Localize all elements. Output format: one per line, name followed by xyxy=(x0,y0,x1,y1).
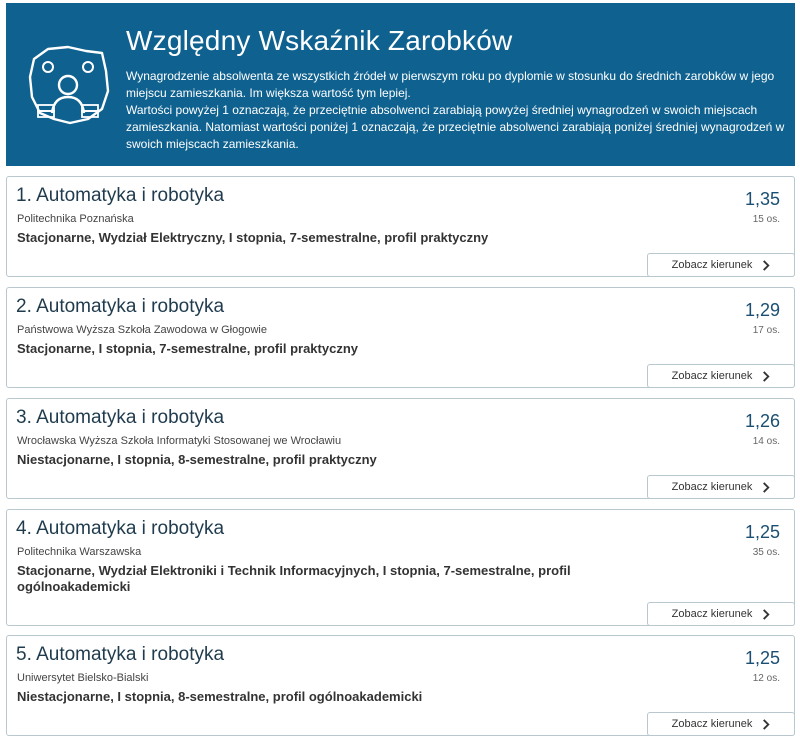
view-program-label: Zobacz kierunek xyxy=(671,370,753,382)
description-paragraph-2: Wartości powyżej 1 oznaczają, że przeciętnie absolwenci zarabiają powyżej średniej wynagrodzeń w swoich miejscach zamieszkania. Natomiast wartości poniżej 1 oznaczają, że przeciętnie absolwenci zarabiają poniżej średniej wynagrodzeń w swoich miejscach zamieszkania. xyxy=(126,103,785,151)
graduates-count: 15 os. xyxy=(752,214,780,225)
university-name: Uniwersytet Bielsko-Bialski xyxy=(17,672,149,684)
university-name: Wrocławska Wyższa Szkoła Informatyki Stosowanej we Wrocławiu xyxy=(17,435,342,447)
view-program-button[interactable] xyxy=(647,712,795,736)
wage-index-value: 1,35 xyxy=(744,189,780,209)
chevron-right-icon xyxy=(762,719,770,730)
university-name: Politechnika Warszawska xyxy=(17,546,142,558)
program-name: 1. Automatyka i robotyka xyxy=(16,185,225,206)
description-paragraph-1: Wynagrodzenie absolwenta ze wszystkich źródeł w pierwszym roku po dyplomie w stosunku do średnich zarobków w jego miejscu zamieszkania. Im większa wartość tym lepiej. xyxy=(126,69,775,100)
wage-index-value: 1,25 xyxy=(744,522,780,542)
university-name: Państwowa Wyższa Szkoła Zawodowa w Głogowie xyxy=(17,324,267,336)
view-program-label: Zobacz kierunek xyxy=(671,718,753,730)
ranking-card-5 xyxy=(6,635,795,736)
chevron-right-icon xyxy=(762,609,770,620)
wage-index-value: 1,26 xyxy=(744,411,780,431)
poland-map-graduates-icon xyxy=(26,41,110,129)
page-title: Względny Wskaźnik Zarobków xyxy=(126,25,513,56)
wage-index-value: 1,25 xyxy=(744,648,780,668)
program-name: 5. Automatyka i robotyka xyxy=(16,644,225,665)
chevron-right-icon xyxy=(762,260,770,271)
view-program-label: Zobacz kierunek xyxy=(671,608,753,620)
view-program-button[interactable] xyxy=(647,475,795,499)
graduates-count: 14 os. xyxy=(752,436,780,447)
program-name: 2. Automatyka i robotyka xyxy=(16,296,225,317)
view-program-button[interactable] xyxy=(647,602,795,626)
chevron-right-icon xyxy=(762,482,770,493)
chevron-right-icon xyxy=(762,371,770,382)
wage-index-value: 1,29 xyxy=(744,300,780,320)
university-name: Politechnika Poznańska xyxy=(17,213,134,225)
ranking-card-3 xyxy=(6,398,795,499)
header-description xyxy=(126,68,786,153)
program-name: 3. Automatyka i robotyka xyxy=(16,407,225,428)
program-details: Stacjonarne, I stopnia, 7-semestralne, profil praktyczny xyxy=(17,341,358,356)
ranking-card-1 xyxy=(6,176,795,277)
view-program-label: Zobacz kierunek xyxy=(671,259,753,271)
graduates-count: 12 os. xyxy=(752,673,780,684)
graduates-count: 17 os. xyxy=(752,325,780,336)
view-program-button[interactable] xyxy=(647,253,795,277)
program-name: 4. Automatyka i robotyka xyxy=(16,518,225,539)
program-details: Stacjonarne, Wydział Elektryczny, I stopnia, 7-semestralne, profil praktyczny xyxy=(17,230,489,245)
program-details: Stacjonarne, Wydział Elektroniki i Technik Informacyjnych, I stopnia, 7-semestralne, profil ogólnoakademicki xyxy=(17,563,571,594)
program-details: Niestacjonarne, I stopnia, 8-semestralne, profil ogólnoakademicki xyxy=(17,689,423,704)
graduates-count: 35 os. xyxy=(752,547,780,558)
ranking-header xyxy=(6,3,795,166)
ranking-card-2 xyxy=(6,287,795,388)
view-program-label: Zobacz kierunek xyxy=(671,481,753,493)
program-details: Niestacjonarne, I stopnia, 8-semestralne, profil praktyczny xyxy=(17,452,377,467)
view-program-button[interactable] xyxy=(647,364,795,388)
ranking-card-4 xyxy=(6,509,795,626)
